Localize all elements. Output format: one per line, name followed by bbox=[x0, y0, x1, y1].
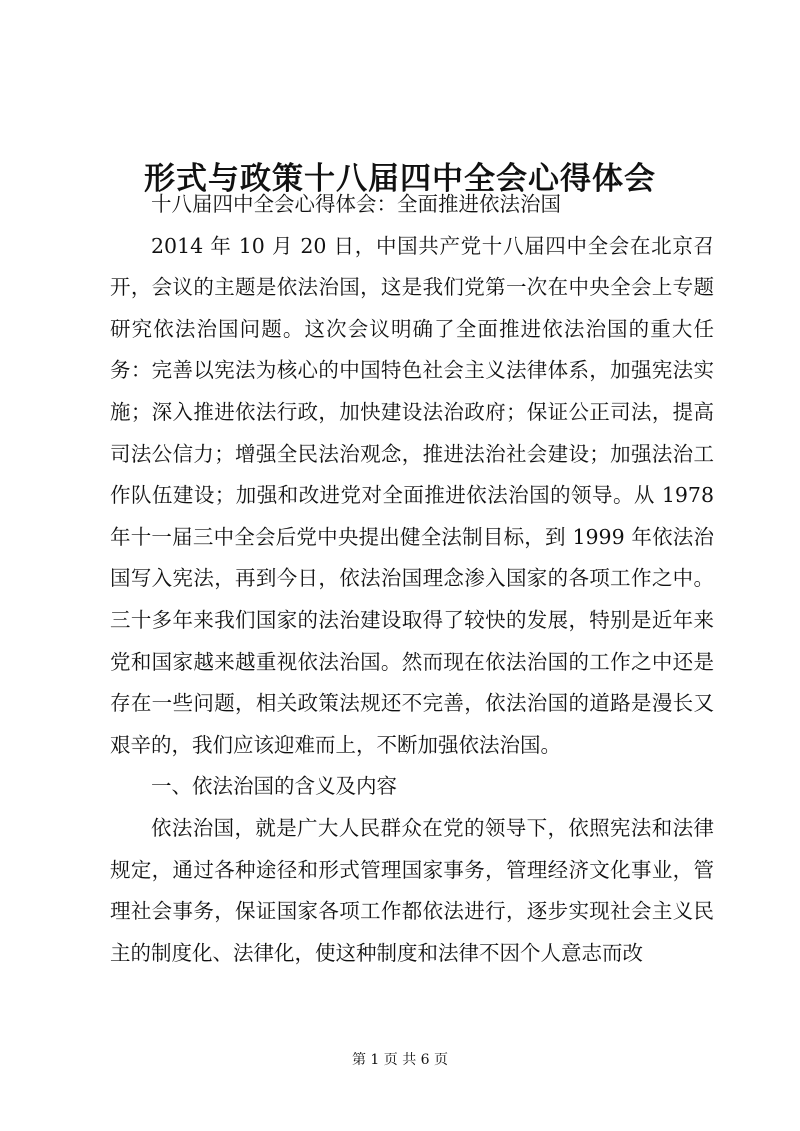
document-body bbox=[110, 184, 714, 974]
intro-paragraph: 2014 年 10 月 20 日，中国共产党十八届四中全会在北京召开，会议的主题是依法治国，这是我们党第一次在中央全会上专题研究依法治国问题。这次会议明确了全面推进依法治国的重大任务：完善以宪法为核心的中国特色社会主义法律体系，加强宪法实施；深入推进依法行政，加快建设法治政府；保证公正司法，提高司法公信力；增强全民法治观念，推进法治社会建设；加强法治工作队伍建设；加强和改进党对全面推进依法治国的领导。从 1978 年十一届三中全会后党中央提出健全法制目标，到 1999 年依法治国写入宪法，再到今日，依法治国理念渗入国家的各项工作之中。三十多年来我们国家的法治建设取得了较快的发展，特别是近年来党和国家越来越重视依法治国。然而现在依法治国的工作之中还是存在一些问题，相关政策法规还不完善，依法治国的道路是漫长又艰辛的，我们应该迎难而上，不断加强依法治国。 bbox=[110, 233, 714, 757]
definition-paragraph: 依法治国，就是广大人民群众在党的领导下，依照宪法和法律规定，通过各种途径和形式管理国家事务，管理经济文化事业，管理社会事务，保证国家各项工作都依法进行，逐步实现社会主义民主的制度化、法律化，使这种制度和法律不因个人意志而改 bbox=[110, 815, 714, 965]
section-heading: 一、依法治国的含义及内容 bbox=[151, 774, 397, 799]
subtitle-paragraph: 十八届四中全会心得体会：全面推进依法治国 bbox=[151, 192, 561, 216]
page-number-footer: 第 1 页 共 6 页 bbox=[351, 1052, 449, 1068]
document-title: 形式与政策十八届四中全会心得体会 bbox=[144, 160, 656, 197]
